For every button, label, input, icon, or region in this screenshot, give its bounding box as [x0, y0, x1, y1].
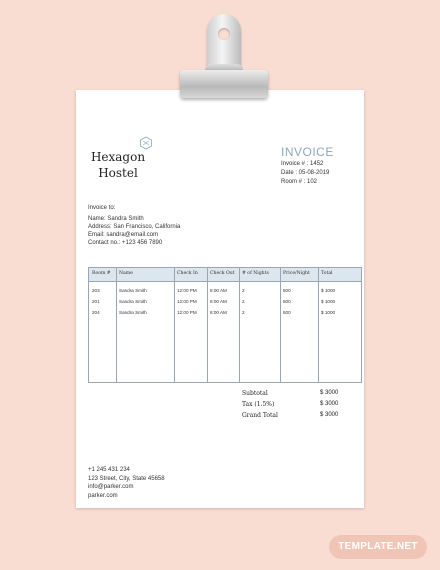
cell-check-out: 8:00 AM: [210, 299, 227, 304]
bill-to-email: Email: sandra@email.com: [88, 232, 159, 238]
cell-check-in: 12:00 PM: [177, 299, 197, 304]
header-price: Price/Night: [283, 271, 310, 276]
header-check-in: Check In: [177, 271, 198, 276]
cell-name: Sandra Smith: [119, 288, 147, 293]
cell-check-out: 8:00 AM: [210, 310, 227, 315]
column-divider: [280, 268, 281, 382]
subtotal-value: $ 3000: [320, 390, 339, 396]
cell-total: $ 1000: [321, 288, 336, 293]
cell-check-out: 8:00 AM: [210, 288, 227, 293]
cell-price: 500: [283, 299, 291, 304]
header-room: Room #: [92, 271, 111, 276]
grand-total-row: [242, 410, 342, 421]
cell-total: $ 1000: [321, 299, 336, 304]
cell-total: $ 1000: [321, 310, 336, 315]
header-name: Name: [119, 271, 133, 276]
cell-nights: 2: [242, 310, 245, 315]
cell-check-in: 12:00 PM: [177, 288, 197, 293]
cell-nights: 2: [242, 299, 245, 304]
binder-clip: [180, 70, 268, 98]
invoice-meta: [281, 160, 329, 187]
invoice-room: Room # : 102: [281, 179, 318, 185]
bill-to-contact: Contact no.: +123 456 7890: [88, 240, 163, 246]
cell-price: 500: [283, 288, 291, 293]
footer-address: 123 Street, City, State 45658: [88, 475, 165, 482]
header-total: Total: [321, 271, 333, 276]
grand-total-value: $ 3000: [320, 412, 339, 418]
column-divider: [116, 268, 117, 382]
column-divider: [318, 268, 319, 382]
bill-to-address: Address: San Francisco, California: [88, 224, 181, 230]
invoice-table: [88, 267, 362, 383]
cell-check-in: 12:00 PM: [177, 310, 197, 315]
tax-value: $ 3000: [320, 401, 339, 407]
cell-room: 203: [92, 288, 100, 293]
tax-label: Tax (1.5%): [242, 401, 275, 408]
cell-name: Sandra Smith: [119, 310, 147, 315]
template-watermark-badge: TEMPLATE.NET: [329, 535, 427, 559]
subtotal-row: [242, 388, 342, 399]
invoice-date: Date : 05-08-2019: [281, 170, 330, 176]
footer-email: info@parker.com: [88, 484, 134, 490]
bill-to-name: Name: Sandra Smith: [88, 216, 144, 222]
column-divider: [174, 268, 175, 382]
cell-room: 204: [92, 310, 100, 315]
header-nights: # of Nights: [242, 271, 269, 276]
brand-name: [88, 149, 148, 181]
bill-to-heading: Invoice to:: [88, 205, 116, 211]
footer-website: parker.com: [88, 492, 118, 499]
footer-contact: [88, 466, 165, 500]
brand-line1: Hexagon: [90, 150, 146, 164]
column-divider: [207, 268, 208, 382]
cell-nights: 2: [242, 288, 245, 293]
subtotal-label: Subtotal: [242, 390, 268, 397]
header-check-out: Check Out: [210, 271, 235, 276]
grand-total-label: Grand Total: [242, 412, 278, 419]
totals: [242, 388, 342, 421]
invoice-title: INVOICE: [281, 145, 334, 159]
cell-price: 500: [283, 310, 291, 315]
column-divider: [239, 268, 240, 382]
tax-row: [242, 399, 342, 410]
brand-line2: Hostel: [98, 166, 138, 180]
clip-top: [207, 14, 241, 70]
cell-name: Sandra Smith: [119, 299, 147, 304]
cell-room: 201: [92, 299, 100, 304]
bill-to: [88, 204, 180, 247]
clip-hole: [218, 28, 230, 40]
hexagon-logo-icon: [139, 136, 153, 150]
footer-phone: +1 245 431 234: [88, 467, 130, 473]
invoice-number: Invoice # : 1452: [281, 161, 324, 167]
